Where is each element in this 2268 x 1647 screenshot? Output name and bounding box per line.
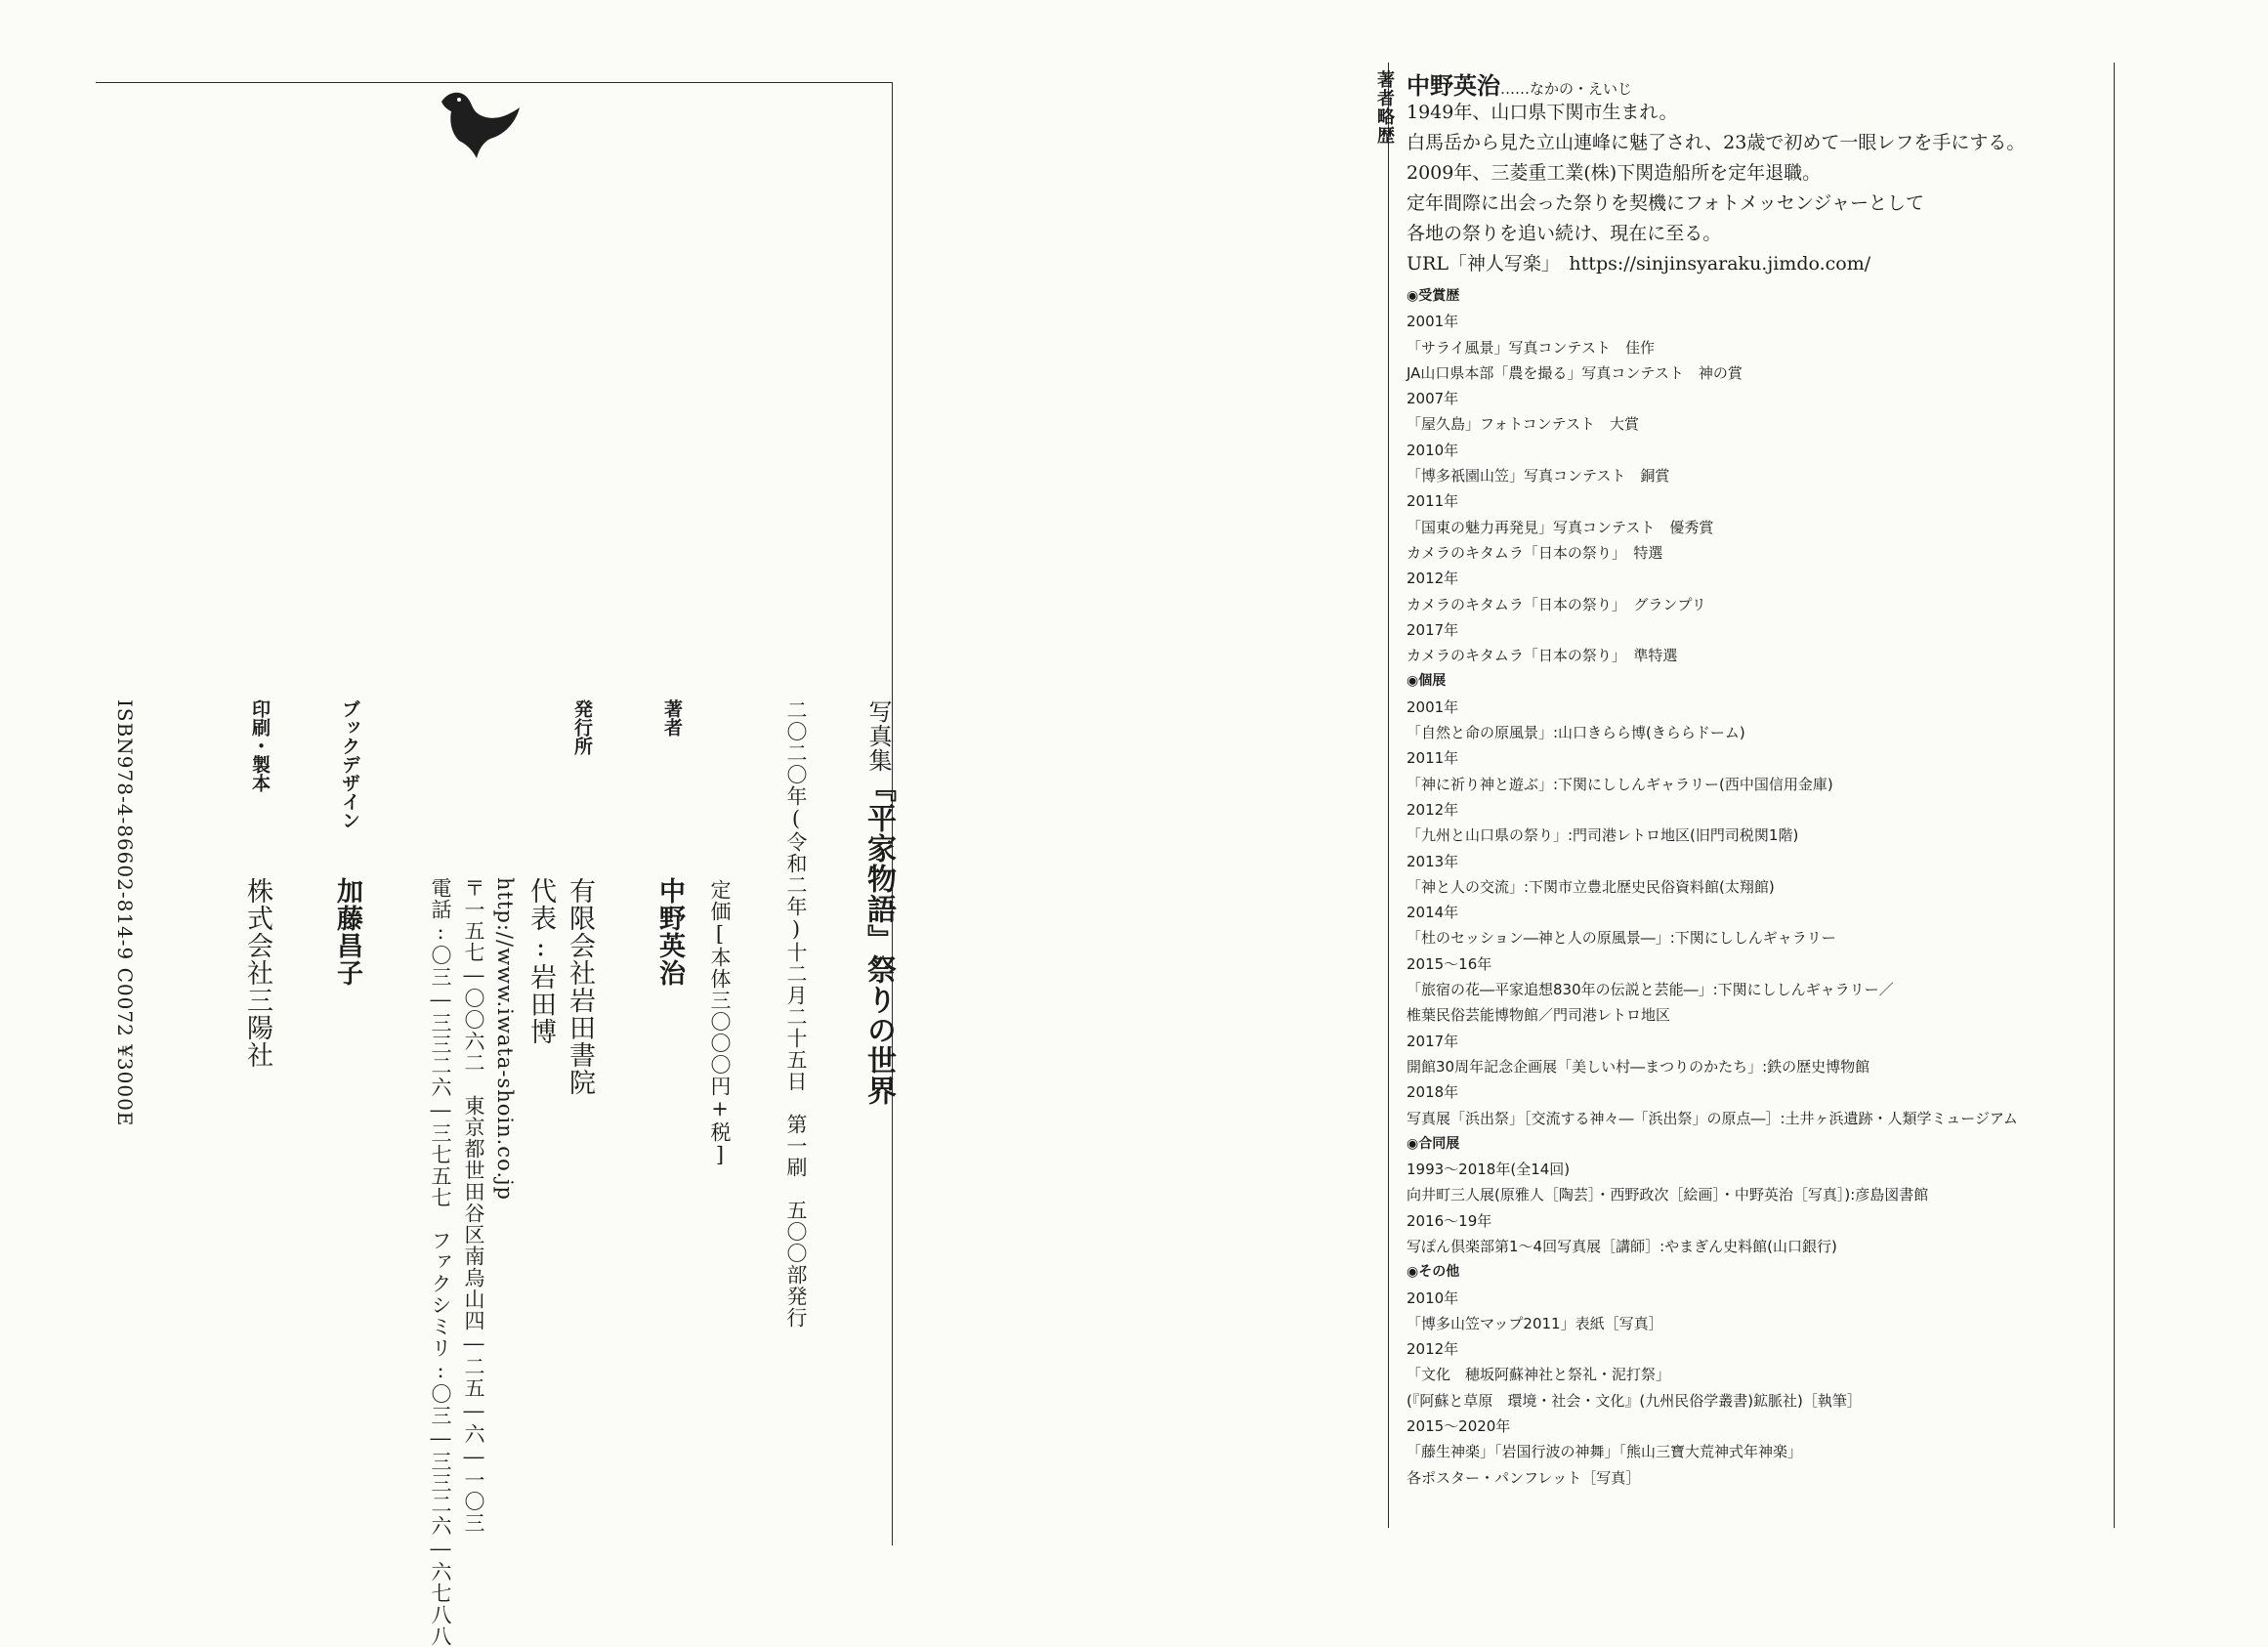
list-item: 「九州と山口県の祭り」:門司港レトロ地区(旧門司税関1階) bbox=[1407, 826, 1799, 845]
list-item: 2012年 bbox=[1407, 570, 1459, 588]
profile-name: 中野英治 bbox=[1407, 72, 1500, 100]
list-item: 椎葉民俗芸能博物館／門司港レトロ地区 bbox=[1407, 1006, 1671, 1025]
list-item: 2015～2020年 bbox=[1407, 1417, 1511, 1436]
list-item: 2001年 bbox=[1407, 697, 1459, 716]
vertical-rule-far-right bbox=[2114, 63, 2115, 1528]
book-title bbox=[861, 699, 896, 1106]
bio-line: 各地の祭りを追い続け、現在に至る。 bbox=[1407, 223, 1722, 244]
list-item: 2018年 bbox=[1407, 1083, 1459, 1102]
list-item: カメラのキタムラ「日本の祭り」 特選 bbox=[1407, 543, 1663, 562]
list-item: 「神に祈り神と遊ぶ」:下関にししんギャラリー(西中国信用金庫) bbox=[1407, 775, 1833, 793]
bio-line: 2009年、三菱重工業(株)下関造船所を定年退職。 bbox=[1407, 162, 1822, 184]
list-item: 「博多山笠マップ2011」表紙［写真］ bbox=[1407, 1314, 1663, 1332]
edition-line: 二〇二〇年(令和二年)十二月二十五日 第一刷 五〇〇部発行 bbox=[784, 699, 808, 1329]
list-item: 2010年 bbox=[1407, 1288, 1459, 1307]
list-item: 向井町三人展(原雅人［陶芸］・西野政次［絵画］・中野英治［写真］):彦島図書館 bbox=[1407, 1186, 1929, 1204]
publisher-url[interactable]: http://www.iwata-shoin.co.jp bbox=[493, 877, 517, 1201]
list-item: 「神と人の交流」:下関市立豊北歴史民俗資料館(太翔館) bbox=[1407, 877, 1775, 896]
list-item: 2012年 bbox=[1407, 800, 1459, 819]
title-main: 『平家物語』祭りの世界 bbox=[861, 773, 896, 1106]
list-item: (『阿蘇と草原 環境・社会・文化』(九州民俗学叢書)鉱脈社)［執筆］ bbox=[1407, 1391, 1862, 1410]
list-item: 「旅宿の花―平家追想830年の伝説と芸能―」:下関にししんギャラリー／ bbox=[1407, 981, 1894, 999]
vertical-rule-right bbox=[1388, 63, 1389, 1528]
list-item: 2010年 bbox=[1407, 441, 1459, 459]
print-label: 印刷・製本 bbox=[249, 699, 271, 792]
printer-name: 株式会社三陽社 bbox=[242, 877, 273, 1069]
profile-bio bbox=[1407, 98, 2025, 279]
bio-line: 定年間際に出会った祭りを契機にフォトメッセンジャーとして bbox=[1407, 192, 1925, 214]
list-item: 2016～19年 bbox=[1407, 1211, 1492, 1230]
group-heading: ◉合同展 bbox=[1407, 1135, 1460, 1152]
bio-line: URL「神人写楽」 https://sinjinsyaraku.jimdo.com/ bbox=[1407, 253, 1871, 274]
list-item: 「自然と命の原風景」:山口きらら博(きららドーム) bbox=[1407, 724, 1745, 742]
list-item: 写ぽん倶楽部第1～4回写真展［講師］:やまぎん史料館(山口銀行) bbox=[1407, 1237, 1837, 1255]
list-item: JA山口県本部「農を撮る」写真コンテスト 神の賞 bbox=[1407, 363, 1743, 382]
list-item: 「杜のセッション―神と人の原風景―」:下関にししんギャラリー bbox=[1407, 929, 1836, 948]
price-line: 定価[本体三〇〇〇円+税] bbox=[708, 879, 732, 1167]
list-item: 開館30周年記念企画展「美しい村―まつりのかたち」:鉄の歴史博物館 bbox=[1407, 1057, 1870, 1076]
list-item: 「藤生神楽」「岩国行波の神舞」「熊山三寶大荒神式年神楽」 bbox=[1407, 1443, 1803, 1461]
list-item: 「サライ風景」写真コンテスト 佳作 bbox=[1407, 338, 1655, 357]
solo-heading: ◉個展 bbox=[1407, 673, 1447, 690]
bio-line: 1949年、山口県下関市生まれ。 bbox=[1407, 102, 1678, 123]
representative: 代表:岩田博 bbox=[525, 877, 556, 1045]
list-item: 2017年 bbox=[1407, 620, 1459, 639]
profile-label: 著者略歴 bbox=[1374, 70, 1395, 145]
list-item: 「博多祇園山笠」写真コンテスト 銅賞 bbox=[1407, 467, 1670, 486]
list-item: 2013年 bbox=[1407, 852, 1459, 870]
list-item: 「国東の魅力再発見」写真コンテスト 優秀賞 bbox=[1407, 518, 1714, 536]
design-label: ブックデザイン bbox=[339, 699, 360, 829]
profile-kana: ……なかの・えいじ bbox=[1500, 80, 1633, 98]
profile-name-line bbox=[1407, 66, 1632, 101]
list-item: 2001年 bbox=[1407, 313, 1459, 331]
author-name: 中野英治 bbox=[654, 877, 685, 987]
list-item: 2011年 bbox=[1407, 749, 1459, 768]
awards-section bbox=[1407, 283, 2018, 1491]
list-item: 2015～16年 bbox=[1407, 954, 1492, 973]
publisher-label: 発行所 bbox=[571, 699, 593, 755]
publisher-address: 〒一五七―〇〇六二 東京都世田谷区南烏山四―二五―六―一〇三 bbox=[462, 877, 485, 1534]
list-item: 2017年 bbox=[1407, 1032, 1459, 1050]
list-item: 1993～2018年(全14回) bbox=[1407, 1161, 1571, 1179]
list-item: カメラのキタムラ「日本の祭り」 グランプリ bbox=[1407, 595, 1706, 613]
list-item: 2012年 bbox=[1407, 1340, 1459, 1359]
list-item: 「文化 穂坂阿蘇神社と祭礼・泥打祭」 bbox=[1407, 1366, 1671, 1384]
list-item: 2011年 bbox=[1407, 492, 1459, 511]
list-item: 「屋久島」フォトコンテスト 大賞 bbox=[1407, 415, 1640, 434]
publisher-name: 有限会社岩田書院 bbox=[565, 877, 595, 1096]
list-item: 写真展「浜出祭」［交流する神々―「浜出祭」の原点―］:土井ヶ浜遺跡・人類学ミュージアム bbox=[1407, 1109, 2018, 1127]
bio-line: 白馬岳から見た立山連峰に魅了され、23歳で初めて一眼レフを手にする。 bbox=[1407, 132, 2026, 153]
other-heading: ◉その他 bbox=[1407, 1264, 1460, 1281]
list-item: 2014年 bbox=[1407, 904, 1459, 922]
author-label: 著者 bbox=[661, 699, 683, 737]
publisher-phone: 電話:〇三―三三二六―三七五七 ファクシミリ:〇三―三三二六―六七八八 bbox=[429, 877, 452, 1647]
awards-heading: ◉受賞歴 bbox=[1407, 288, 1460, 304]
bird-logo-icon bbox=[438, 82, 525, 160]
title-prefix: 写真集 bbox=[864, 699, 892, 773]
designer-name: 加藤昌子 bbox=[332, 877, 362, 987]
list-item: カメラのキタムラ「日本の祭り」 準特選 bbox=[1407, 647, 1678, 665]
list-item: 各ポスター・パンフレット［写真］ bbox=[1407, 1468, 1641, 1487]
list-item: 2007年 bbox=[1407, 390, 1459, 408]
isbn-line: ISBN978-4-86602-814-9 C0072 ¥3000E bbox=[113, 699, 137, 1127]
